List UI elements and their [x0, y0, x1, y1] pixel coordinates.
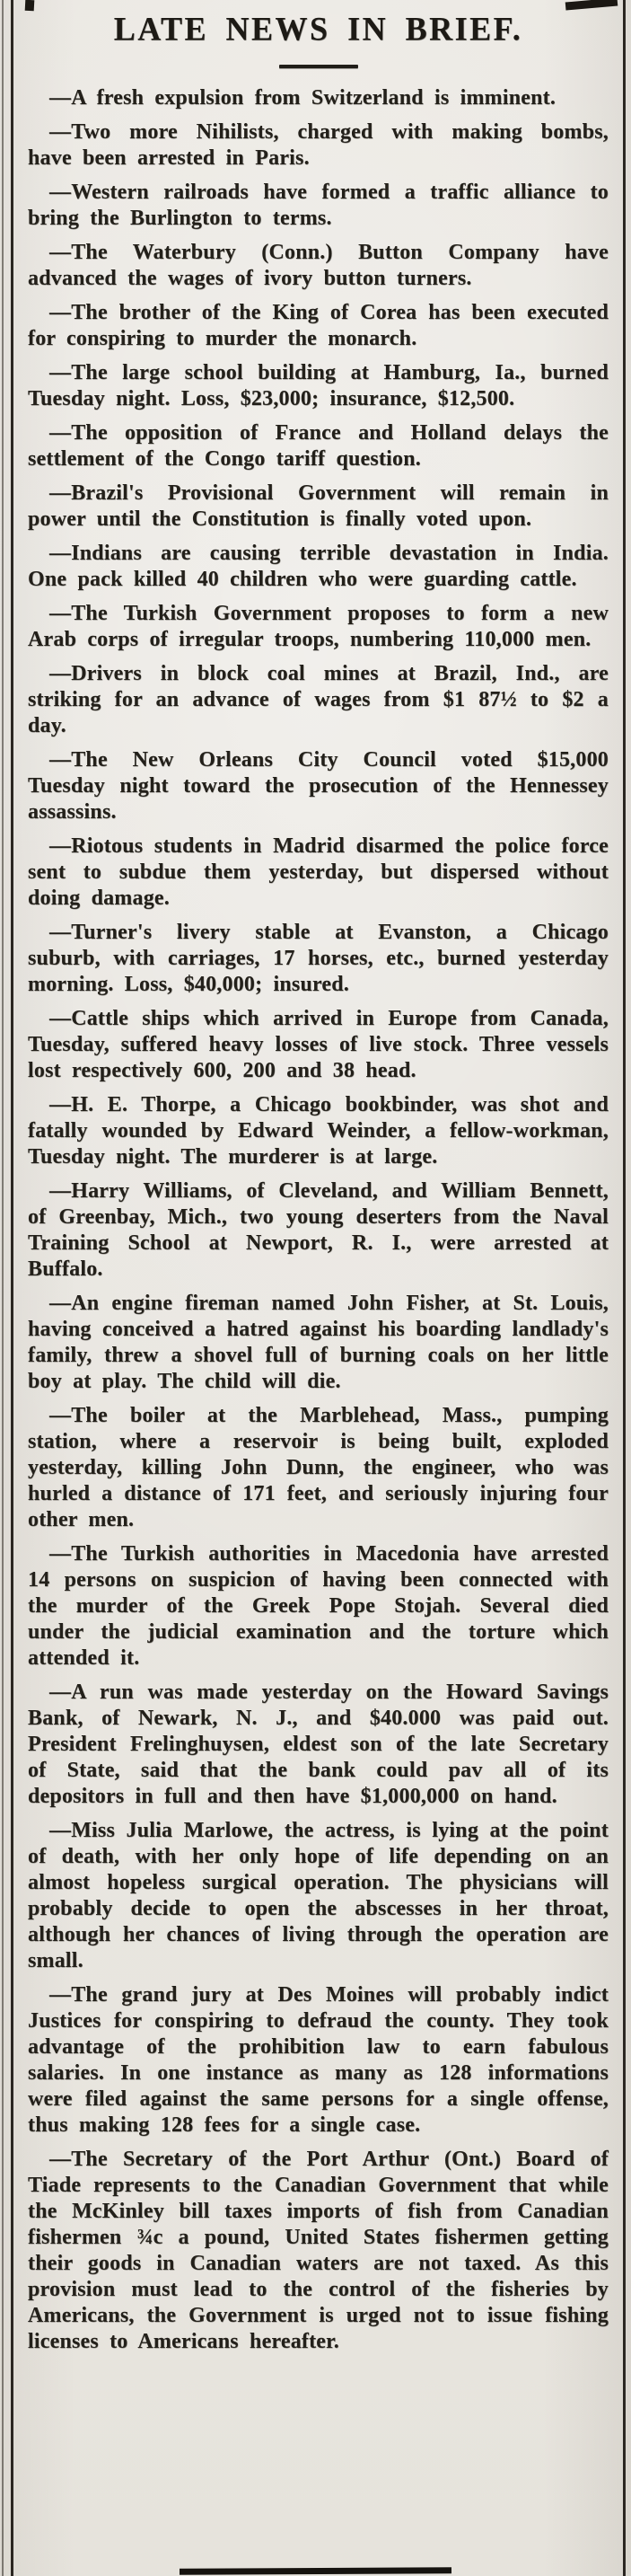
news-item: —The Turkish authorities in Macedonia have arrested 14 persons on suspicion of having been connected with the murder of the Greek Pope Stojah. Several died under the judicial examination and the torture which attended it. [28, 1542, 609, 1670]
news-item: —Drivers in block coal mines at Brazil, Ind., are striking for an advance of wages from $1 87½ to $2 a day. [28, 662, 609, 737]
headline-divider [279, 65, 358, 68]
news-item: —Western railroads have formed a traffic alliance to bring the Burlington to terms. [28, 181, 609, 230]
news-item: —Two more Nihilists, charged with making bombs, have been arrested in Paris. [28, 120, 609, 170]
news-item: —An engine fireman named John Fisher, at St. Louis, having conceived a hatred against his boarding landlady's family, threw a shovel full of burning coals on her little boy at play. The child will die. [28, 1292, 609, 1393]
news-item: —The boiler at the Marblehead, Mass., pumping station, where a reservoir is being built, exploded yesterday, killing John Dunn, the engineer, who was hurled a distance of 171 feet, and seriously injuring four other men. [28, 1404, 609, 1531]
column-border-right [623, 0, 626, 2576]
news-item: —Riotous students in Madrid disarmed the police force sent to subdue them yesterday, but dispersed without doing damage. [28, 834, 609, 910]
news-item: —The grand jury at Des Moines will probably indict Justices for conspiring to defraud the county. They took advantage of the prohibition law to earn fabulous salaries. In one instance as many as 128 informations were filed against the same persons for a single offense, thus making 128 fees for a single case. [28, 1983, 609, 2137]
article-headline: LATE NEWS IN BRIEF. [113, 10, 523, 48]
next-article-top-rule [180, 2567, 451, 2575]
news-column [28, 0, 609, 2363]
news-item: —The Waterbury (Conn.) Button Company have advanced the wages of ivory button turners. [28, 241, 609, 290]
news-item: —A run was made yesterday on the Howard Savings Bank, of Newark, N. J., and $40.000 was paid out. President Frelinghuysen, eldest son of the late Secretary of State, said that the bank could pav all of its depositors in full and then have $1,000,000 on hand. [28, 1681, 609, 1808]
news-item: —Miss Julia Marlowe, the actress, is lying at the point of death, with her only hope of life depending on an almost hopeless surgical operation. The physicians will probably decide to open the abscesses in her throat, although her chances of living through the operation are small. [28, 1819, 609, 1972]
news-item: —Brazil's Provisional Government will remain in power until the Constitution is finally voted upon. [28, 481, 609, 531]
news-item: —H. E. Thorpe, a Chicago bookbinder, was shot and fatally wounded by Edward Weinder, a fellow-workman, Tuesday night. The murderer is at large. [28, 1093, 609, 1169]
column-border-left-outer [2, 0, 4, 2576]
news-item: —The large school building at Hamburg, Ia., burned Tuesday night. Loss, $23,000; insurance, $12,500. [28, 361, 609, 410]
news-item: —The brother of the King of Corea has been executed for conspiring to murder the monarch. [28, 301, 609, 350]
column-border-left-inner [11, 0, 13, 2576]
article-body [28, 85, 609, 2355]
news-item: —The Turkish Government proposes to form a new Arab corps of irregular troops, numbering 110,000 men. [28, 602, 609, 651]
news-item: —Cattle ships which arrived in Europe from Canada, Tuesday, suffered heavy losses of live stock. Three vessels lost respectively 600, 200 and 38 head. [28, 1007, 609, 1082]
news-item: —The New Orleans City Council voted $15,000 Tuesday night toward the prosecution of the Hennessey assassins. [28, 748, 609, 824]
news-item: —The opposition of France and Holland delays the settlement of the Congo tariff question. [28, 421, 609, 471]
news-item: —Indians are causing terrible devastation in India. One pack killed 40 children who were guarding cattle. [28, 542, 609, 591]
news-item: —Harry Williams, of Cleveland, and William Bennett, of Greenbay, Mich., two young deserters from the Naval Training School at Newport, R. I., were arrested at Buffalo. [28, 1179, 609, 1281]
news-item: —The Secretary of the Port Arthur (Ont.) Board of Tiade represents to the Canadian Government that while the McKinley bill taxes imports of fish from Canadian fishermen ¾c a pound, United States fishermen getting their goods in Canadian waters are not taxed. As this provision must lead to the control of the fisheries by Americans, the Government is urged not to issue fishing licenses to Americans hereafter. [28, 2148, 609, 2353]
news-item: —Turner's livery stable at Evanston, a Chicago suburb, with carriages, 17 horses, etc., burned yesterday morning. Loss, $40,000; insured. [28, 921, 609, 996]
news-item: —A fresh expulsion from Switzerland is imminent. [49, 86, 557, 110]
